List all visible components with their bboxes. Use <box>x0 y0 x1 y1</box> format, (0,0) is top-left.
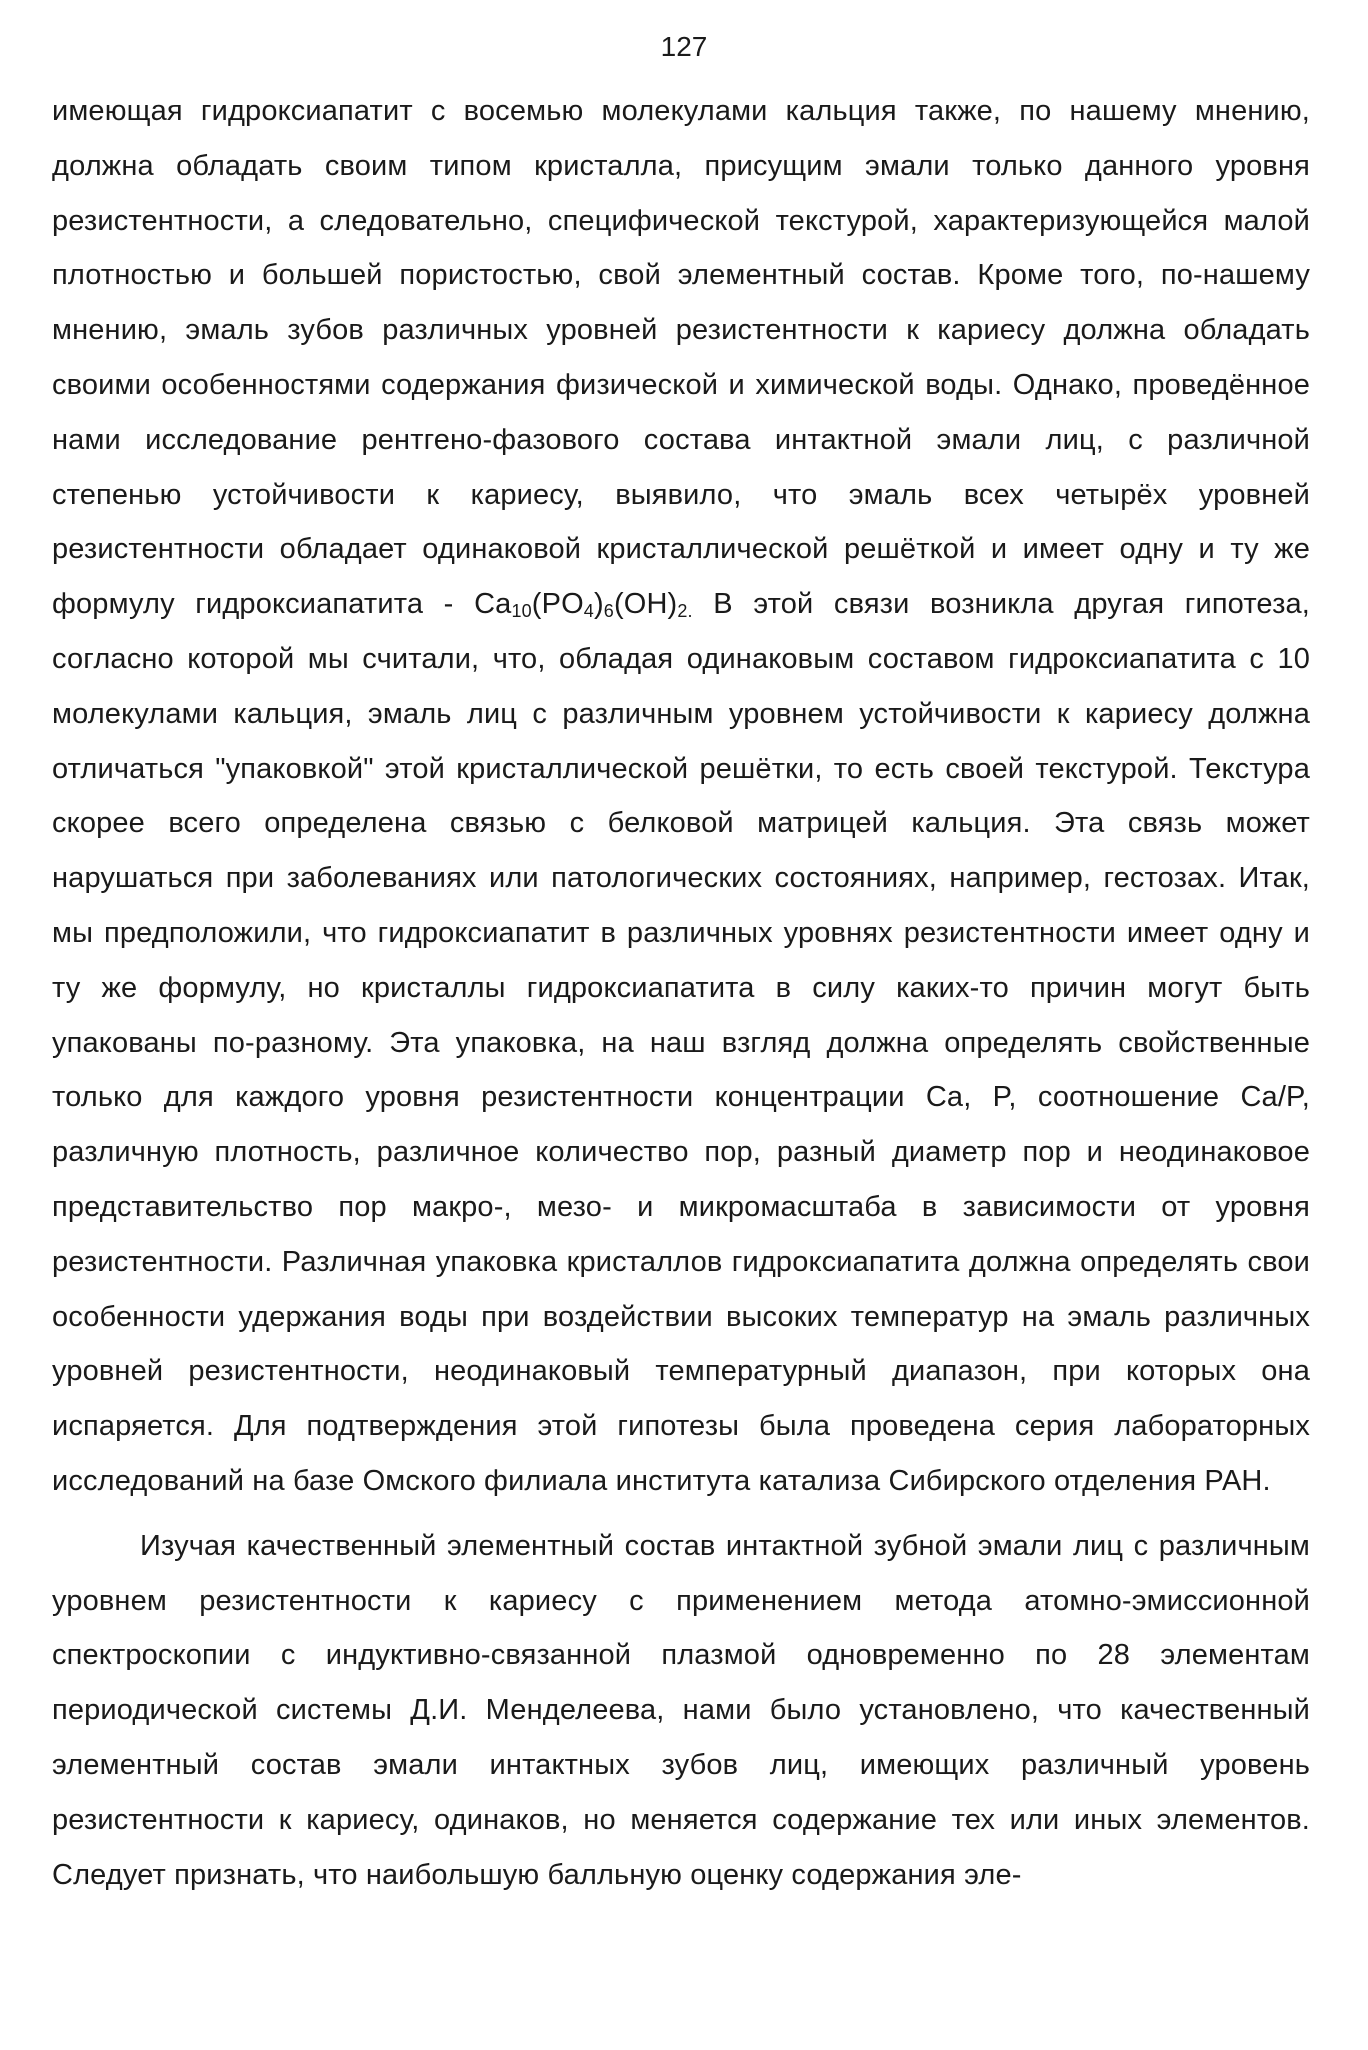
formula-oh: (OH) <box>613 588 678 621</box>
formula-sub-4: 4 <box>583 601 594 622</box>
paragraph-1 <box>52 84 1310 1509</box>
hydroxyapatite-formula <box>474 588 693 620</box>
formula-sub-6: 6 <box>603 601 614 622</box>
formula-po4-close: ) <box>593 588 604 621</box>
paragraph-2: Изучая качественный элементный состав интактной зубной эмали лиц с различным уровнем резистентности к кариесу с применением метода атомно-эмиссионной спектроскопии с индуктивно-связанной плазмой одновременно по 28 элементам периодической системы Д.И. Менделеева, нами было установлено, что качественный элементный состав эмали интактных зубов лиц, имеющих различный уровень резистентности к кариесу, одинаков, но меняется содержание тех или иных элементов. Следует признать, что наибольшую балльную оценку содержания эле- <box>52 1529 1310 1891</box>
paragraph-1-part-1: имеющая гидроксиапатит с восемью молекулами кальция также, по нашему мнению, должна обладать своим типом кристалла, присущим эмали только данного уровня резистентности, а следовательно, специфической текстурой, характеризующейся малой плотностью и большей пористостью, свой элементный состав. Кроме того, по-нашему мнению, эмаль зубов различных уровней резистентности к кариесу должна обладать своими особенностями содержания физической и химической воды. Однако, проведённое нами исследование рентгено-фазового состава интактной эмали лиц, с различной степенью устойчивости к кариесу, выявило, что эмаль всех четырёх уровней резистентности обладает одинаковой кристаллической решёткой и имеет одну и ту же формулу гидроксиапатита - <box>52 95 1310 621</box>
formula-sub-2: 2. <box>677 601 693 622</box>
page-number: 127 <box>660 31 708 62</box>
formula-sub-10: 10 <box>511 601 532 622</box>
body-text <box>52 84 1310 1902</box>
paragraph-1-part-2: В этой связи возникла другая гипотеза, согласно которой мы считали, что, обладая одинаковым составом гидроксиапатита с 10 молекулами кальция, эмаль лиц с различным уровнем устойчивости к кариесу должна отличаться "упаковкой" этой кристаллической решётки, то есть своей текстурой. Текстура скорее всего определена связью с белковой матрицей кальция. Эта связь может нарушаться при заболеваниях или патологических состояниях, например, гестозах. Итак, мы предположили, что гидроксиапатит в различных уровнях резистентности имеет одну и ту же формулу, но кристаллы гидроксиапатита в силу каких-то причин могут быть упакованы по-разному. Эта упаковка, на наш взгляд должна определять свойственные только для каждого уровня резистентности концентрации Ca, P, соотношение Ca/P, различную плотность, различное количество пор, разный диаметр пор и неодинаковое представительство пор макро-, мезо- и микромасштаба в зависимости от уровня резистентности. Различная упаковка кристаллов гидроксиапатита должна определять свои особенности удержания воды при воздействии высоких температур на эмаль различных уровней резистентности, неодинаковый температурный диапазон, при которых она испаряется. Для подтверждения этой гипотезы была проведена серия лабораторных исследований на базе Омского филиала института катализа Сибирского отделения РАН. <box>52 588 1310 1497</box>
formula-ca: Ca <box>474 588 512 621</box>
formula-po4-open: (PO <box>531 588 584 621</box>
